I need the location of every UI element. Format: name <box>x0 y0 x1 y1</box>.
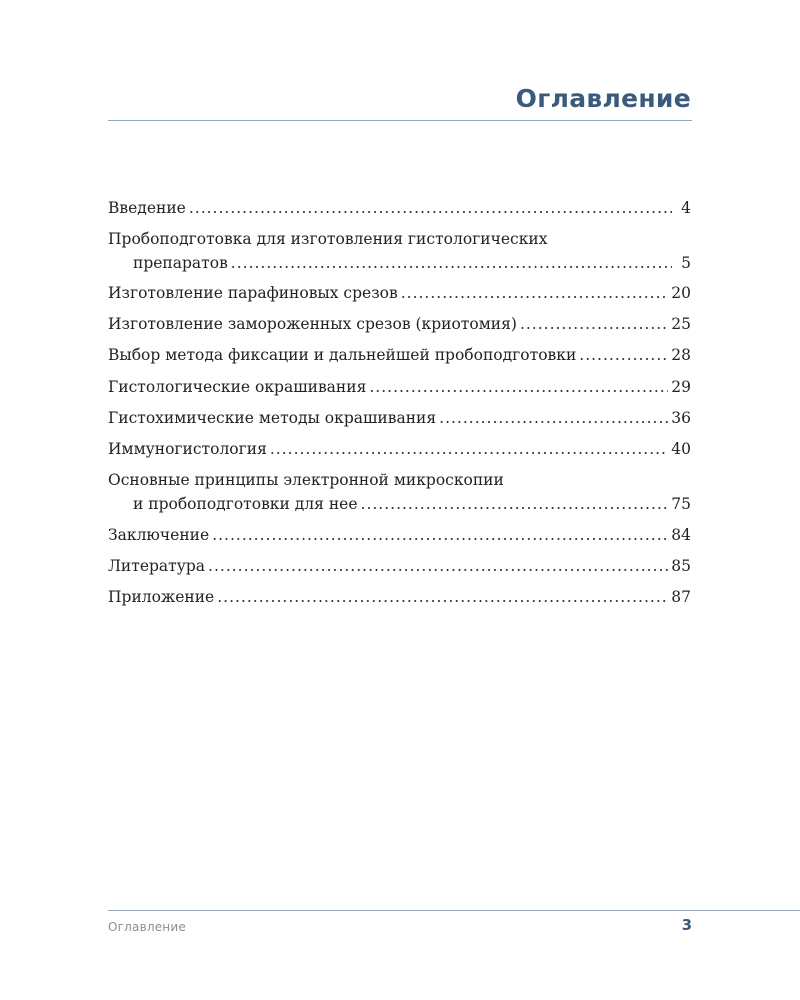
footer-page-number: 3 <box>681 916 692 934</box>
toc-page-number: 85 <box>671 557 691 575</box>
dot-leader <box>361 492 669 516</box>
toc-page-number: 87 <box>671 588 691 606</box>
toc-entry-cryotomy[interactable] <box>108 312 692 336</box>
toc-page-number: 40 <box>671 440 691 458</box>
toc-entry-sample-preparation[interactable] <box>108 227 692 275</box>
toc-entry-title: Введение <box>108 199 186 217</box>
dot-leader <box>270 437 668 461</box>
dot-leader <box>208 554 668 578</box>
toc-entry-title: Изготовление замороженных срезов (криотомия) <box>108 315 517 333</box>
toc-page-number: 25 <box>671 315 691 333</box>
toc-entry-title-continued: и пробоподготовки для нее <box>133 495 358 513</box>
dot-leader <box>212 523 668 547</box>
toc-entry-introduction[interactable] <box>108 196 692 220</box>
toc-entry-title: Гистологические окрашивания <box>108 378 367 396</box>
toc-entry-title: Гистохимические методы окрашивания <box>108 409 437 427</box>
dot-leader <box>189 196 672 220</box>
title-divider <box>108 120 692 121</box>
toc-entry-literature[interactable] <box>108 554 692 578</box>
toc-entry-immunohistology[interactable] <box>108 437 692 461</box>
toc-entry-title: Литература <box>108 557 206 575</box>
page-title: Оглавление <box>515 84 691 113</box>
toc-entry-conclusion[interactable] <box>108 523 692 547</box>
dot-leader <box>579 343 668 367</box>
toc-entry-histological-staining[interactable] <box>108 375 692 399</box>
toc-entry-histochemical-staining[interactable] <box>108 406 692 430</box>
dot-leader <box>439 406 668 430</box>
toc-entry-title: Основные принципы электронной микроскопии <box>108 471 504 489</box>
dot-leader <box>231 251 672 275</box>
footer-section-label: Оглавление <box>108 920 186 934</box>
toc-entry-appendix[interactable] <box>108 585 692 609</box>
toc-entry-title: Заключение <box>108 526 210 544</box>
toc-entry-title: Приложение <box>108 588 215 606</box>
dot-leader <box>369 375 668 399</box>
toc-entry-title: Выбор метода фиксации и дальнейшей пробоподготовки <box>108 346 577 364</box>
toc-entry-title: Изготовление парафиновых срезов <box>108 284 398 302</box>
dot-leader <box>520 312 668 336</box>
dot-leader <box>401 281 669 305</box>
footer-divider <box>108 910 800 911</box>
toc-entry-fixation-method[interactable] <box>108 343 692 367</box>
toc-page-number: 29 <box>671 378 691 396</box>
toc-entry-title: Иммуногистология <box>108 440 267 458</box>
toc-entry-electron-microscopy[interactable] <box>108 468 692 516</box>
toc-page-number: 5 <box>681 254 691 272</box>
toc-page-number: 36 <box>671 409 691 427</box>
toc-page-number: 28 <box>671 346 691 364</box>
toc-page-number: 84 <box>671 526 691 544</box>
toc-entry-title: Пробоподготовка для изготовления гистологических <box>108 230 548 248</box>
toc-entry-paraffin-sections[interactable] <box>108 281 692 305</box>
toc-entry-title-continued: препаратов <box>133 254 228 272</box>
toc-page-number: 4 <box>681 199 691 217</box>
dot-leader <box>217 585 668 609</box>
toc-page-number: 75 <box>671 495 691 513</box>
toc-page-number: 20 <box>671 284 691 302</box>
